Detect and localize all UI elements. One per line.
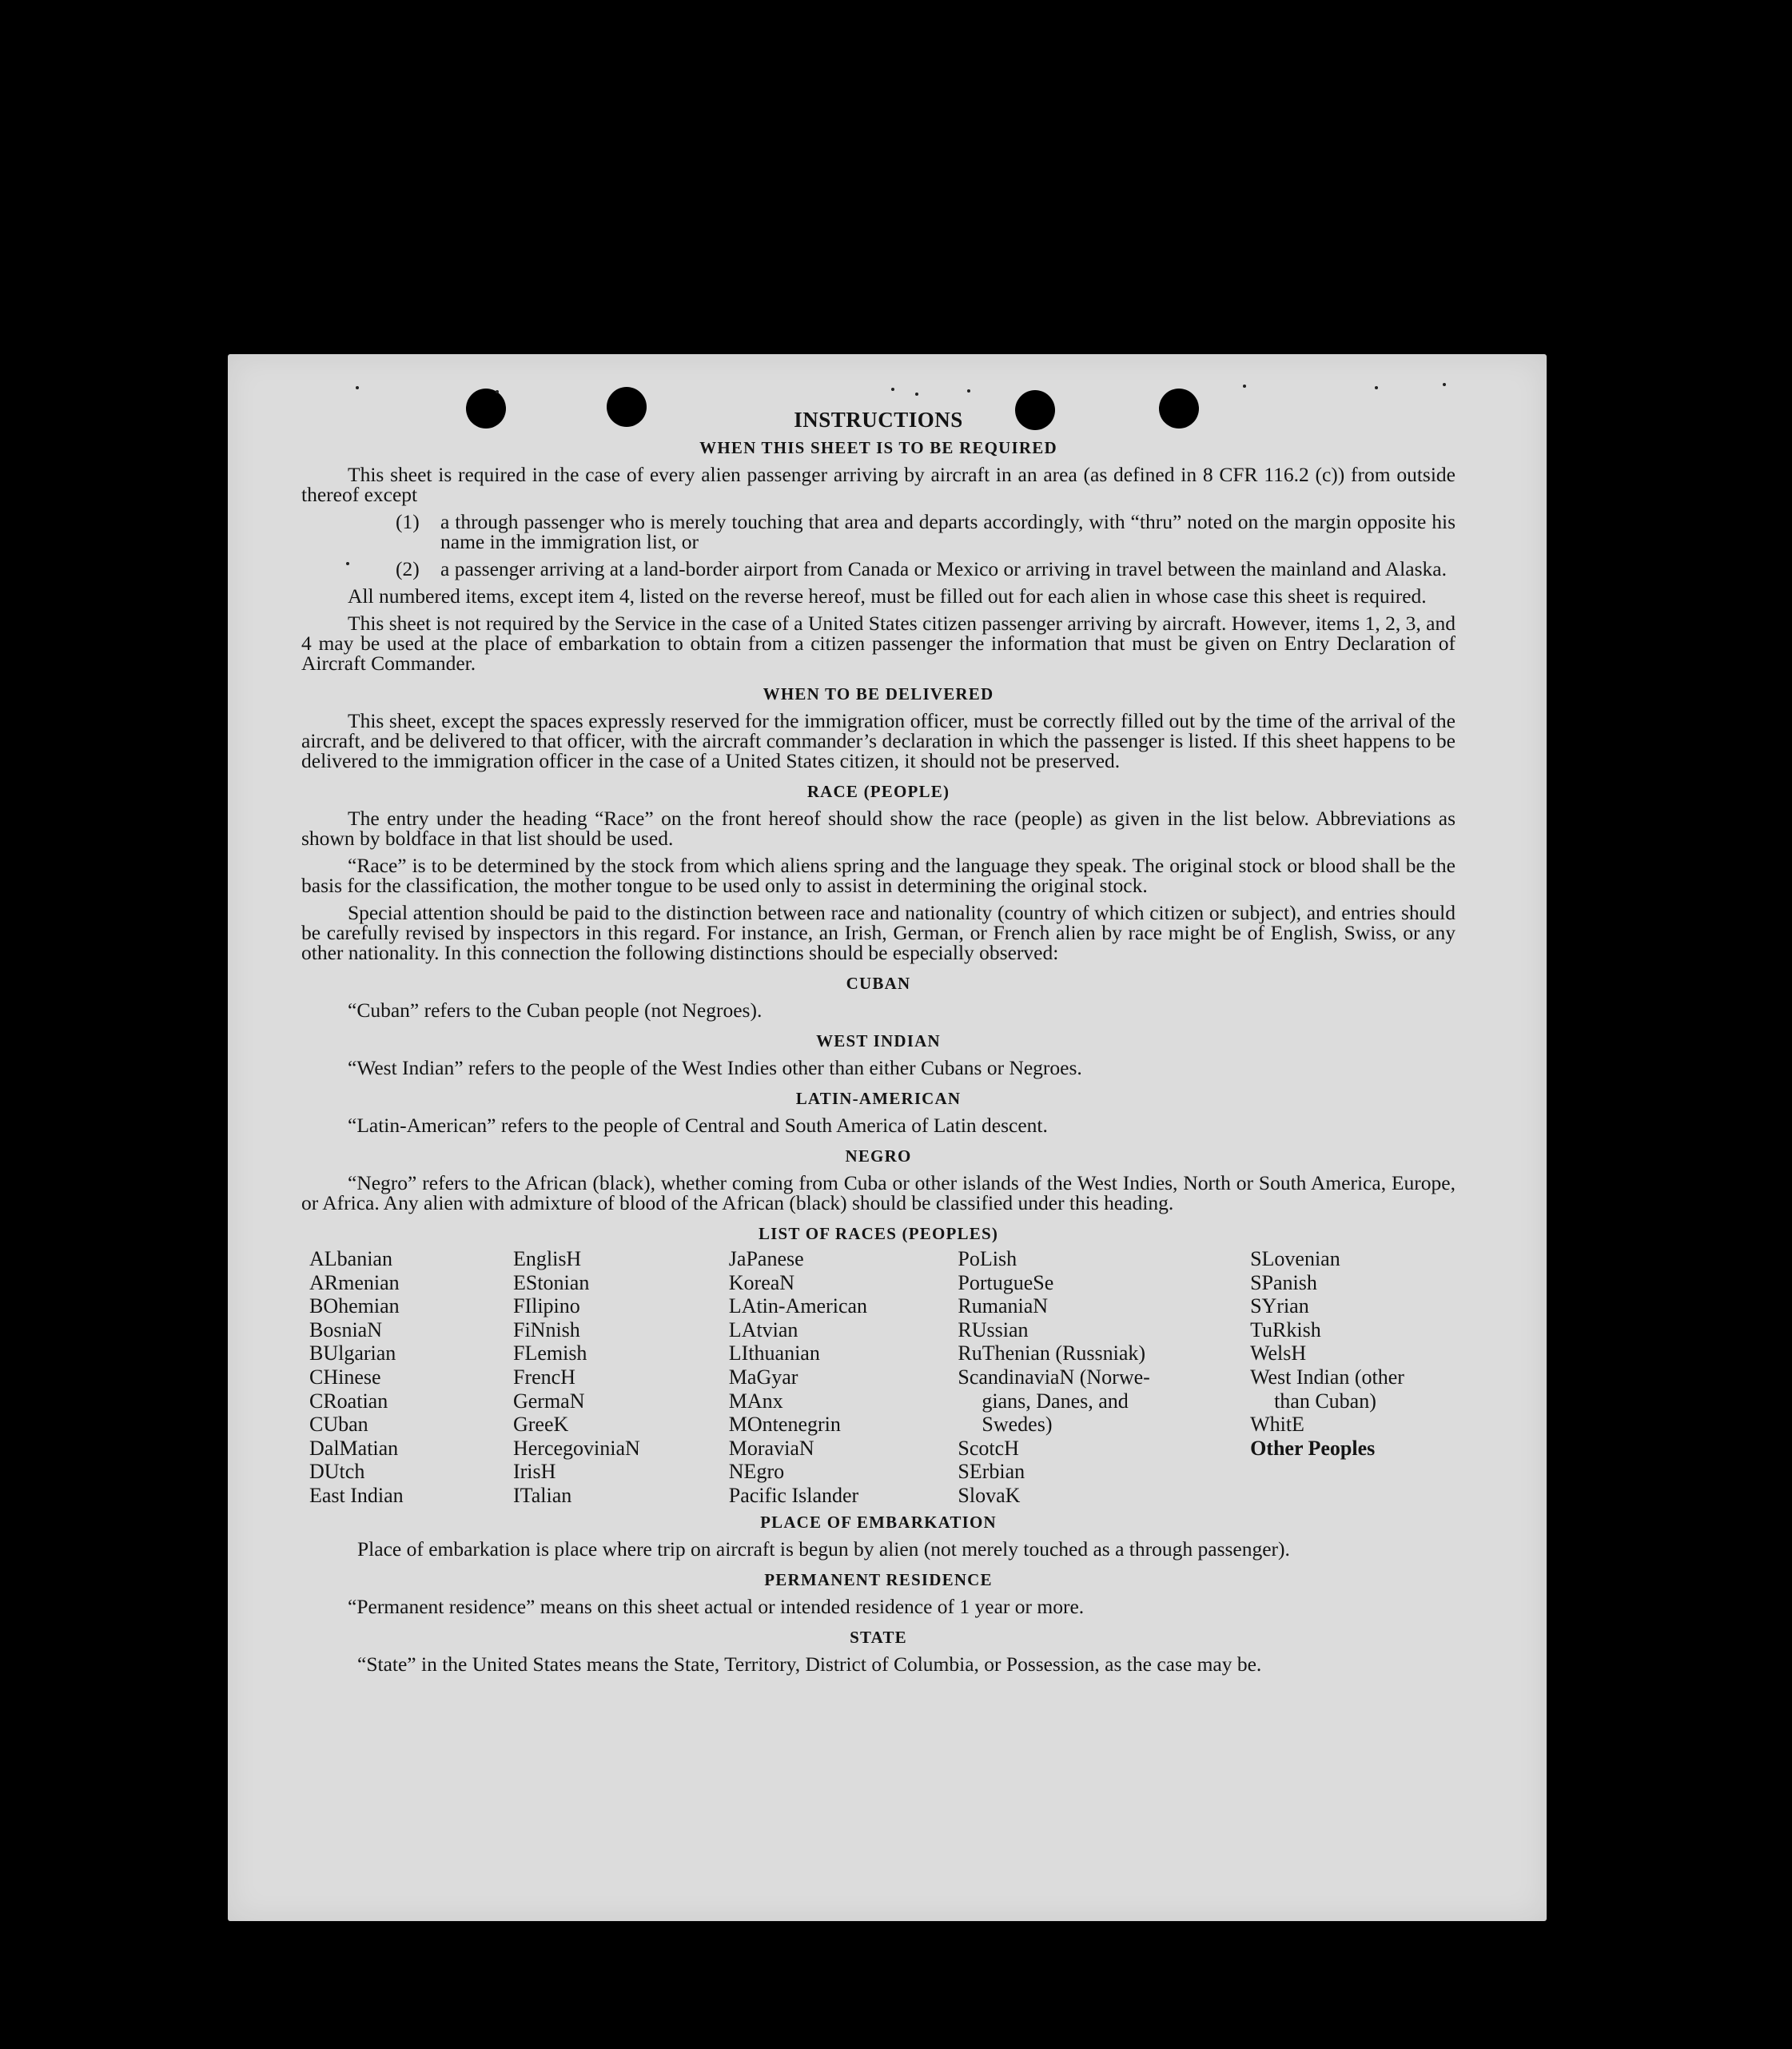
race-entry: East Indian	[309, 1483, 404, 1507]
speck	[496, 390, 499, 393]
item-number: (2)	[396, 557, 420, 580]
race-entry: EnglisH	[512, 1247, 582, 1270]
race-column	[958, 1247, 1250, 1508]
paragraph: “Negro” refers to the African (black), whether coming from Cuba or other islands of the West Indies, North or South America, Europe, or Africa. Any alien with admixture of blood of the African (black) should be classified under this heading.	[301, 1171, 1456, 1214]
race-entry: ScotcH	[958, 1436, 1019, 1460]
section-heading: CUBAN	[846, 974, 911, 993]
race-entry: FLemish	[512, 1341, 587, 1365]
speck	[1375, 386, 1378, 389]
paragraph: This sheet, except the spaces expressly reserved for the immigration officer, must be correctly filled out by the time of the arrival of the aircraft, and be delivered to that officer, with the aircraft commander’s declaration in which the passenger is listed. If this sheet happens to be delivered to the immigration officer in the case of a United States citizen, it should not be preserved.	[301, 709, 1456, 772]
paragraph: This sheet is required in the case of every alien passenger arriving by aircraft in an area (as defined in 8 CFR 116.2 (c)) from outside thereof except	[301, 463, 1456, 506]
race-column	[309, 1247, 513, 1508]
race-column	[1250, 1247, 1456, 1508]
race-entry: LAtvian	[728, 1317, 798, 1341]
speck	[356, 386, 359, 389]
race-entry: MaGyar	[728, 1365, 798, 1389]
instructions-text	[301, 410, 1456, 1681]
race-entry: HercegoviniaN	[512, 1436, 640, 1460]
paragraph: “Race” is to be determined by the stock from which aliens spring and the language they speak. The original stock or blood shall be the basis for the classification, the mother tongue to be used only to assist in determining the original stock.	[301, 854, 1456, 897]
race-entry: Pacific Islander	[728, 1483, 859, 1507]
item-text: a passenger arriving at a land-border airport from Canada or Mexico or arriving in travel between the mainland and Alaska.	[440, 557, 1447, 580]
section-heading: RACE (PEOPLE)	[806, 782, 950, 801]
paragraph: Special attention should be paid to the distinction between race and nationality (country of which citizen or subject), and entries should be carefully revised by inspectors in this regard. For instance, an Irish, German, or French alien by race might be of English, Swiss, or any other nationality. In this connection the following distinctions should be especially observed:	[301, 901, 1456, 964]
section-heading: STATE	[850, 1627, 907, 1647]
race-column	[513, 1247, 729, 1508]
race-entry: CUban	[309, 1413, 368, 1437]
paragraph: “Permanent residence” means on this sheet actual or intended residence of 1 year or more.	[348, 1594, 1085, 1618]
race-entry: ITalian	[512, 1483, 572, 1507]
race-entry: MOntenegrin	[728, 1413, 841, 1437]
race-entry: than Cuban)	[1274, 1389, 1376, 1413]
race-entry: BOhemian	[309, 1294, 400, 1318]
race-entry: SErbian	[958, 1460, 1025, 1484]
race-list	[309, 1247, 1456, 1508]
race-entry: gians, Danes, and	[982, 1389, 1129, 1413]
race-entry: ARmenian	[309, 1270, 400, 1294]
race-entry: WelsH	[1250, 1341, 1307, 1365]
section-heading: NEGRO	[845, 1146, 912, 1166]
paragraph: Place of embarkation is place where trip on aircraft is begun by alien (not merely touched as a through passenger).	[357, 1537, 1290, 1561]
race-entry: Swedes)	[982, 1413, 1053, 1437]
race-entry: CRoatian	[309, 1389, 388, 1413]
speck	[891, 388, 894, 391]
race-entry: JaPanese	[728, 1247, 804, 1270]
race-entry: TuRkish	[1250, 1317, 1321, 1341]
race-entry: FiNnish	[512, 1317, 580, 1341]
race-column	[729, 1247, 958, 1508]
instruction-sheet	[228, 354, 1547, 1921]
section-heading: PLACE OF EMBARKATION	[760, 1512, 997, 1532]
race-entry: PoLish	[958, 1247, 1017, 1270]
race-entry: RUssian	[958, 1317, 1029, 1341]
race-entry: West Indian (other	[1250, 1365, 1404, 1389]
race-entry: EStonian	[512, 1270, 590, 1294]
race-entry: DalMatian	[309, 1436, 399, 1460]
race-entry: MAnx	[728, 1389, 783, 1413]
race-entry: BUlgarian	[309, 1341, 396, 1365]
speck	[967, 389, 970, 393]
speck	[1443, 383, 1446, 386]
paragraph: The entry under the heading “Race” on the front hereof should show the race (people) as given in the list below. Abbreviations as shown by boldface in that list should be used.	[301, 807, 1456, 850]
list-item	[301, 512, 1456, 552]
race-entry: LAtin-American	[728, 1294, 868, 1318]
paragraph: “Cuban” refers to the Cuban people (not Negroes).	[348, 999, 763, 1022]
race-entry: SYrian	[1250, 1294, 1309, 1318]
section-heading: WEST INDIAN	[816, 1031, 941, 1050]
paragraph: “Latin-American” refers to the people of Central and South America of Latin descent.	[348, 1114, 1048, 1137]
speck	[1243, 385, 1246, 388]
item-text: a through passenger who is merely touching that area and departs accordingly, with “thru” noted on the margin opposite his name in the immigration list, or	[440, 510, 1456, 553]
race-entry: PortugueSe	[958, 1270, 1054, 1294]
race-entry: ALbanian	[309, 1247, 392, 1270]
section-heading: PERMANENT RESIDENCE	[764, 1569, 993, 1589]
paragraph: This sheet is not required by the Service in the case of a United States citizen passenger arriving by aircraft. However, items 1, 2, 3, and 4 may be used at the place of embarkation to obtain from a citizen passenger the information that must be given on Entry Declaration of Aircraft Commander.	[301, 612, 1456, 675]
item-number: (1)	[396, 510, 420, 533]
paragraph: “State” in the United States means the State, Territory, District of Columbia, or Possession, as the case may be.	[357, 1652, 1262, 1676]
race-entry: IrisH	[512, 1460, 556, 1484]
race-entry: RuThenian (Russniak)	[958, 1341, 1146, 1365]
race-entry: CHinese	[309, 1365, 381, 1389]
race-entry: DUtch	[309, 1460, 365, 1484]
race-entry: SPanish	[1250, 1270, 1317, 1294]
paragraph: All numbered items, except item 4, listed on the reverse hereof, must be filled out for each alien in whose case this sheet is required.	[348, 584, 1427, 608]
race-entry: BosniaN	[309, 1317, 382, 1341]
race-entry: Other Peoples	[1250, 1436, 1376, 1460]
section-heading: LIST OF RACES (PEOPLES)	[758, 1224, 999, 1243]
race-entry: FrencH	[512, 1365, 575, 1389]
race-entry: GermaN	[512, 1389, 585, 1413]
race-entry: ScandinaviaN (Norwe-	[958, 1365, 1150, 1389]
section-heading: WHEN TO BE DELIVERED	[763, 684, 994, 704]
race-entry: LIthuanian	[728, 1341, 820, 1365]
race-entry: FIlipino	[512, 1294, 580, 1318]
paragraph: “West Indian” refers to the people of the West Indies other than either Cubans or Negroes.	[348, 1056, 1082, 1079]
section-heading: WHEN THIS SHEET IS TO BE REQUIRED	[699, 438, 1057, 457]
race-entry: GreeK	[512, 1413, 569, 1437]
page-title: INSTRUCTIONS	[794, 408, 963, 432]
list-item	[301, 559, 1456, 579]
section-heading: LATIN-AMERICAN	[795, 1089, 962, 1108]
race-entry: NEgro	[728, 1460, 785, 1484]
race-entry: WhitE	[1250, 1413, 1304, 1437]
race-entry: RumaniaN	[958, 1294, 1049, 1318]
race-entry: KoreaN	[728, 1270, 795, 1294]
race-entry: SlovaK	[958, 1483, 1021, 1507]
race-entry: SLovenian	[1250, 1247, 1340, 1270]
race-entry: MoraviaN	[728, 1436, 814, 1460]
speck	[915, 393, 918, 396]
